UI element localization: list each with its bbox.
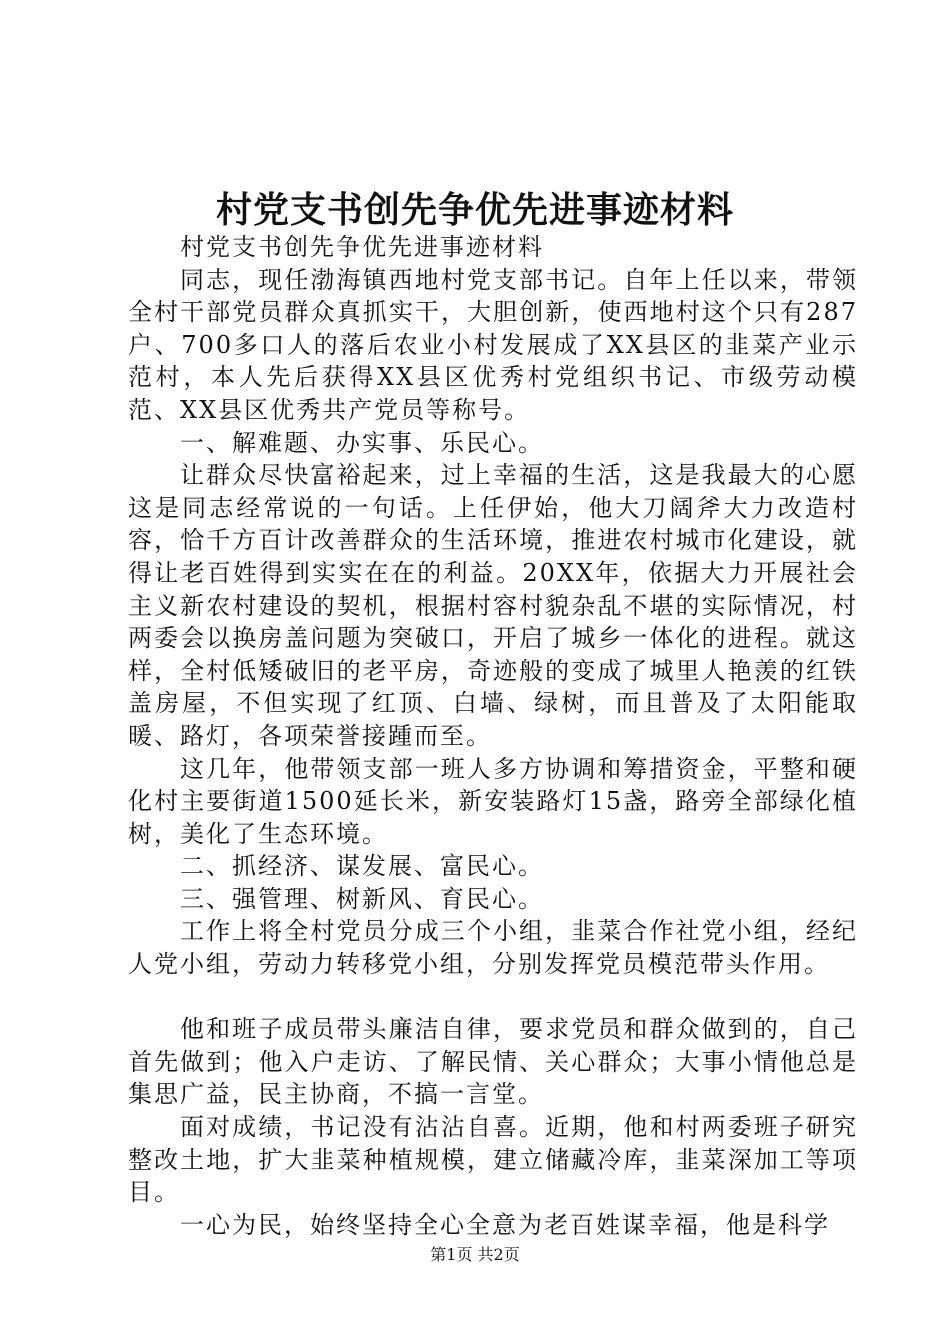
section-heading-3: 三、强管理、树新风、育民心。 bbox=[180, 884, 544, 913]
paragraph: 工作上将全村党员分成三个小组，韭菜合作社党小组，经纪人党小组，劳动力转移党小组，分别发挥党员模范带头作用。 bbox=[128, 917, 858, 979]
section-heading-1: 一、解难题、办实事、乐民心。 bbox=[180, 428, 544, 457]
section-heading-2: 二、抓经济、谋发展、富民心。 bbox=[180, 852, 544, 881]
paragraph: 一心为民，始终坚持全心全意为老百姓谋幸福，他是科学 bbox=[180, 1210, 830, 1239]
paragraph-subtitle: 村党支书创先争优先进事迹材料 bbox=[180, 233, 544, 261]
paragraph: 他和班子成员带头廉洁自律，要求党员和群众做到的，自己首先做到；他入户走访、了解民情、关心群众；大事小情他总是集思广益，民主协商，不搞一言堂。 bbox=[128, 1015, 858, 1109]
paragraph: 这几年，他带领支部一班人多方协调和筹措资金，平整和硬化村主要街道1500延长米，新安装路灯15盏，路旁全部绿化植树，美化了生态环境。 bbox=[128, 754, 858, 848]
paragraph: 面对成绩，书记没有沾沾自喜。近期，他和村两委班子研究整改土地，扩大韭菜种植规模，建立储藏冷库，韭菜深加工等项目。 bbox=[128, 1113, 858, 1207]
page-number-footer: 第1页 共2页 bbox=[430, 1245, 520, 1264]
paragraph-intro: 同志，现任渤海镇西地村党支部书记。自年上任以来，带领全村干部党员群众真抓实干，大胆创新，使西地村这个只有287户、700多口人的落后农业小村发展成了XX县区的韭菜产业示范村，本人先后获得XX县区优秀村党组织书记、市级劳动模范、XX县区优秀共产党员等称号。 bbox=[128, 265, 858, 424]
document-title: 村党支书创先争优先进事迹材料 bbox=[215, 189, 734, 231]
document-body bbox=[128, 231, 858, 1241]
paragraph: 让群众尽快富裕起来，过上幸福的生活，这是我最大的心愿这是同志经常说的一句话。上任伊始，他大刀阔斧大力改造村容，恰千方百计改善群众的生活环境，推进农村城市化建设，就得让老百姓得到实实在在的利益。20XX年，依据大力开展社会主义新农村建设的契机，根据村容村貌杂乱不堪的实际情况，村两委会以换房盖问题为突破口，开启了城乡一体化的进程。就这样，全村低矮破旧的老平房，奇迹般的变成了城里人艳羡的红铁盖房屋，不但实现了红顶、白墙、绿树，而且普及了太阳能取暖、路灯，各项荣誉接踵而至。 bbox=[128, 461, 858, 750]
